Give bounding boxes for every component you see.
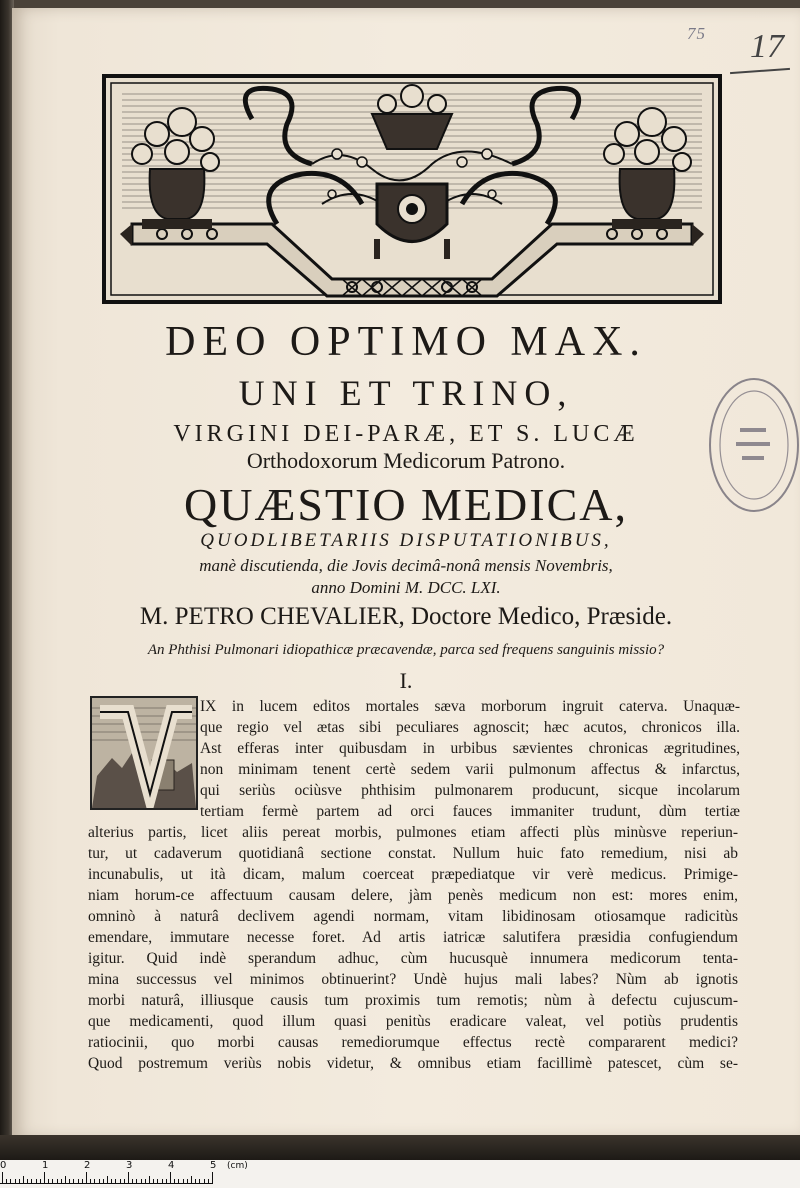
ruler-tick <box>132 1179 133 1184</box>
body-text-line: omninò à naturâ declivem agendi normam, vitam libidinosam otiosamque radicitùs <box>88 908 738 925</box>
book-page <box>12 8 800 1138</box>
ruler-tick <box>174 1179 175 1184</box>
body-text-line: que medicamenti, quod illum quasi penitùs eradicare valeat, vel potiùs prudentis <box>88 1013 738 1030</box>
ruler-tick <box>86 1172 87 1184</box>
body-text-line: morbi naturâ, illiusque causis tum proximis tum remotis; nùm à defectu cujuscum- <box>88 992 738 1009</box>
title-line-virgini: VIRGINI DEI-PARÆ, ET S. LUCÆ <box>173 421 639 447</box>
ruler-tick <box>199 1179 200 1184</box>
ruler-tick <box>145 1179 146 1184</box>
body-text-line: ratiocinii, quo morbi causas remediorumque effectus rectè compararent medici? <box>88 1034 738 1051</box>
folio-page-number: 17 <box>750 28 784 65</box>
title-line-patrono: Orthodoxorum Medicorum Patrono. <box>246 448 566 473</box>
body-text-line: Quod postremum veriùs nobis videtur, & omnibus etiam facillimè patescet, cùm se- <box>88 1055 738 1072</box>
ruler-tick <box>94 1179 95 1184</box>
ruler-tick <box>128 1172 129 1184</box>
body-text-line: incunabulis, ut ità dicam, malum coerceat præpediatque vir verè medicus. Primige- <box>88 866 738 883</box>
ruler-tick <box>183 1179 184 1184</box>
bottom-edge <box>0 1135 800 1160</box>
ruler-tick <box>204 1179 205 1184</box>
ruler-label: 2 <box>84 1160 91 1171</box>
ruler-label: 3 <box>126 1160 133 1171</box>
ruler-tick <box>90 1179 91 1184</box>
ruler-tick <box>31 1179 32 1184</box>
ruler-tick <box>99 1179 100 1184</box>
title-line-uni-et-trino: UNI ET TRINO, <box>238 373 574 413</box>
ruler-tick <box>10 1179 11 1184</box>
ruler-label: 1 <box>42 1160 49 1171</box>
body-text-line: qui seriùs ociùsve phthisim pulmonarem producunt, sicque incolarum <box>200 782 740 799</box>
ruler-tick <box>141 1179 142 1184</box>
body-text-line: niam horum-ce affectuum causam delere, jàm penès medicum non est: mores enim, <box>88 887 738 904</box>
title-line-deo-optimo: DEO OPTIMO MAX. <box>165 319 647 365</box>
ruler-tick <box>157 1179 158 1184</box>
ruler-tick <box>212 1172 213 1184</box>
ruler-tick <box>187 1179 188 1184</box>
title-year-line: anno Domini M. DCC. LXI. <box>311 578 501 597</box>
ruler-tick <box>120 1179 121 1184</box>
body-text-line: emendare, immutare necesse foret. Ad artis iatricæ salutifera præsidia confugiendum <box>88 929 738 946</box>
ruler-tick <box>166 1179 167 1184</box>
ruler-unit: (cm) <box>227 1161 248 1171</box>
ruler-tick <box>149 1176 150 1184</box>
ruler-tick <box>44 1172 45 1184</box>
ruler-tick <box>136 1179 137 1184</box>
ruler-tick <box>191 1176 192 1184</box>
ruler-tick <box>78 1179 79 1184</box>
section-number: I. <box>399 668 413 693</box>
ruler-tick <box>107 1176 108 1184</box>
body-text-line: que regio vel ætas sibi peculiares agnoscit; hæc acutos, chronicos illa. <box>200 719 740 736</box>
ruler-tick <box>111 1179 112 1184</box>
ruler-tick <box>195 1179 196 1184</box>
ruler-tick <box>162 1179 163 1184</box>
ruler-tick <box>19 1179 20 1184</box>
ruler-tick <box>73 1179 74 1184</box>
title-quodlibetariis: QUODLIBETARIIS DISPUTATIONIBUS, <box>200 530 612 551</box>
ruler-tick <box>15 1179 16 1184</box>
ruler-tick <box>178 1179 179 1184</box>
body-text-line: non minimam tenent certè sedem varii pulmonum affectus & infarctus, <box>200 761 740 778</box>
body-text-line: IX in lucem editos mortales sæva morborum ingruit caterva. Unaquæ- <box>200 698 740 715</box>
ruler-tick <box>27 1179 28 1184</box>
body-text-line: Ast efferas inter quibusdam in urbibus sævientes chronicas ægritudines, <box>200 740 740 757</box>
ruler-tick <box>115 1179 116 1184</box>
ruler-tick <box>69 1179 70 1184</box>
ruler-tick <box>6 1179 7 1184</box>
ruler-tick <box>82 1179 83 1184</box>
ruler-tick <box>153 1179 154 1184</box>
ruler-tick <box>103 1179 104 1184</box>
ruler-label: 0 <box>0 1160 7 1171</box>
body-text-line: tur, ut cadaverum quotidianâ sectione constat. Nullum huic fato remedium, nisi ab <box>88 845 738 862</box>
ruler-tick <box>36 1179 37 1184</box>
ruler-tick <box>65 1176 66 1184</box>
title-questio-medica: QUÆSTIO MEDICA, <box>184 479 628 530</box>
ruler-tick <box>40 1179 41 1184</box>
title-date-line: manè discutienda, die Jovis decimâ-nonâ mensis Novembris, <box>199 556 613 575</box>
body-text-line: tertiam fermè partem ad orci fauces immaniter trudunt, dùm tertiæ <box>200 803 740 820</box>
scale-ruler <box>0 1160 800 1188</box>
ruler-label: 5 <box>210 1160 217 1171</box>
body-text-line: alterius partis, licet aliis pereat morbis, pulmones etiam affecti plùs minùsve reperiun- <box>88 824 738 841</box>
decorated-drop-cap <box>90 696 198 810</box>
ruler-tick <box>57 1179 58 1184</box>
ruler-tick <box>2 1172 3 1184</box>
thesis-question: An Phthisi Pulmonari idiopathicæ præcavendæ, parca sed frequens sanguinis missio? <box>147 642 665 658</box>
library-stamp <box>696 370 800 520</box>
ruler-label: 4 <box>168 1160 175 1171</box>
ruler-tick <box>124 1179 125 1184</box>
body-text-line: igitur. Quid indè sperandum adhuc, cùm hucusquè innumera medicorum tenta- <box>88 950 738 967</box>
ruler-tick <box>170 1172 171 1184</box>
ruler-tick <box>52 1179 53 1184</box>
ruler-tick <box>23 1176 24 1184</box>
body-text-line: mina successus vel minimos obtinuerint? Undè hujus mali labes? Nùm ab ignotis <box>88 971 738 988</box>
ruler-tick <box>208 1179 209 1184</box>
folio-underline <box>730 68 790 74</box>
ruler-tick <box>48 1179 49 1184</box>
folio-pencil-number: 75 <box>687 24 706 43</box>
title-praeses-line: M. PETRO CHEVALIER, Doctore Medico, Præside. <box>139 603 673 630</box>
ruler-tick <box>61 1179 62 1184</box>
woodcut-headpiece-ornament <box>102 74 722 304</box>
